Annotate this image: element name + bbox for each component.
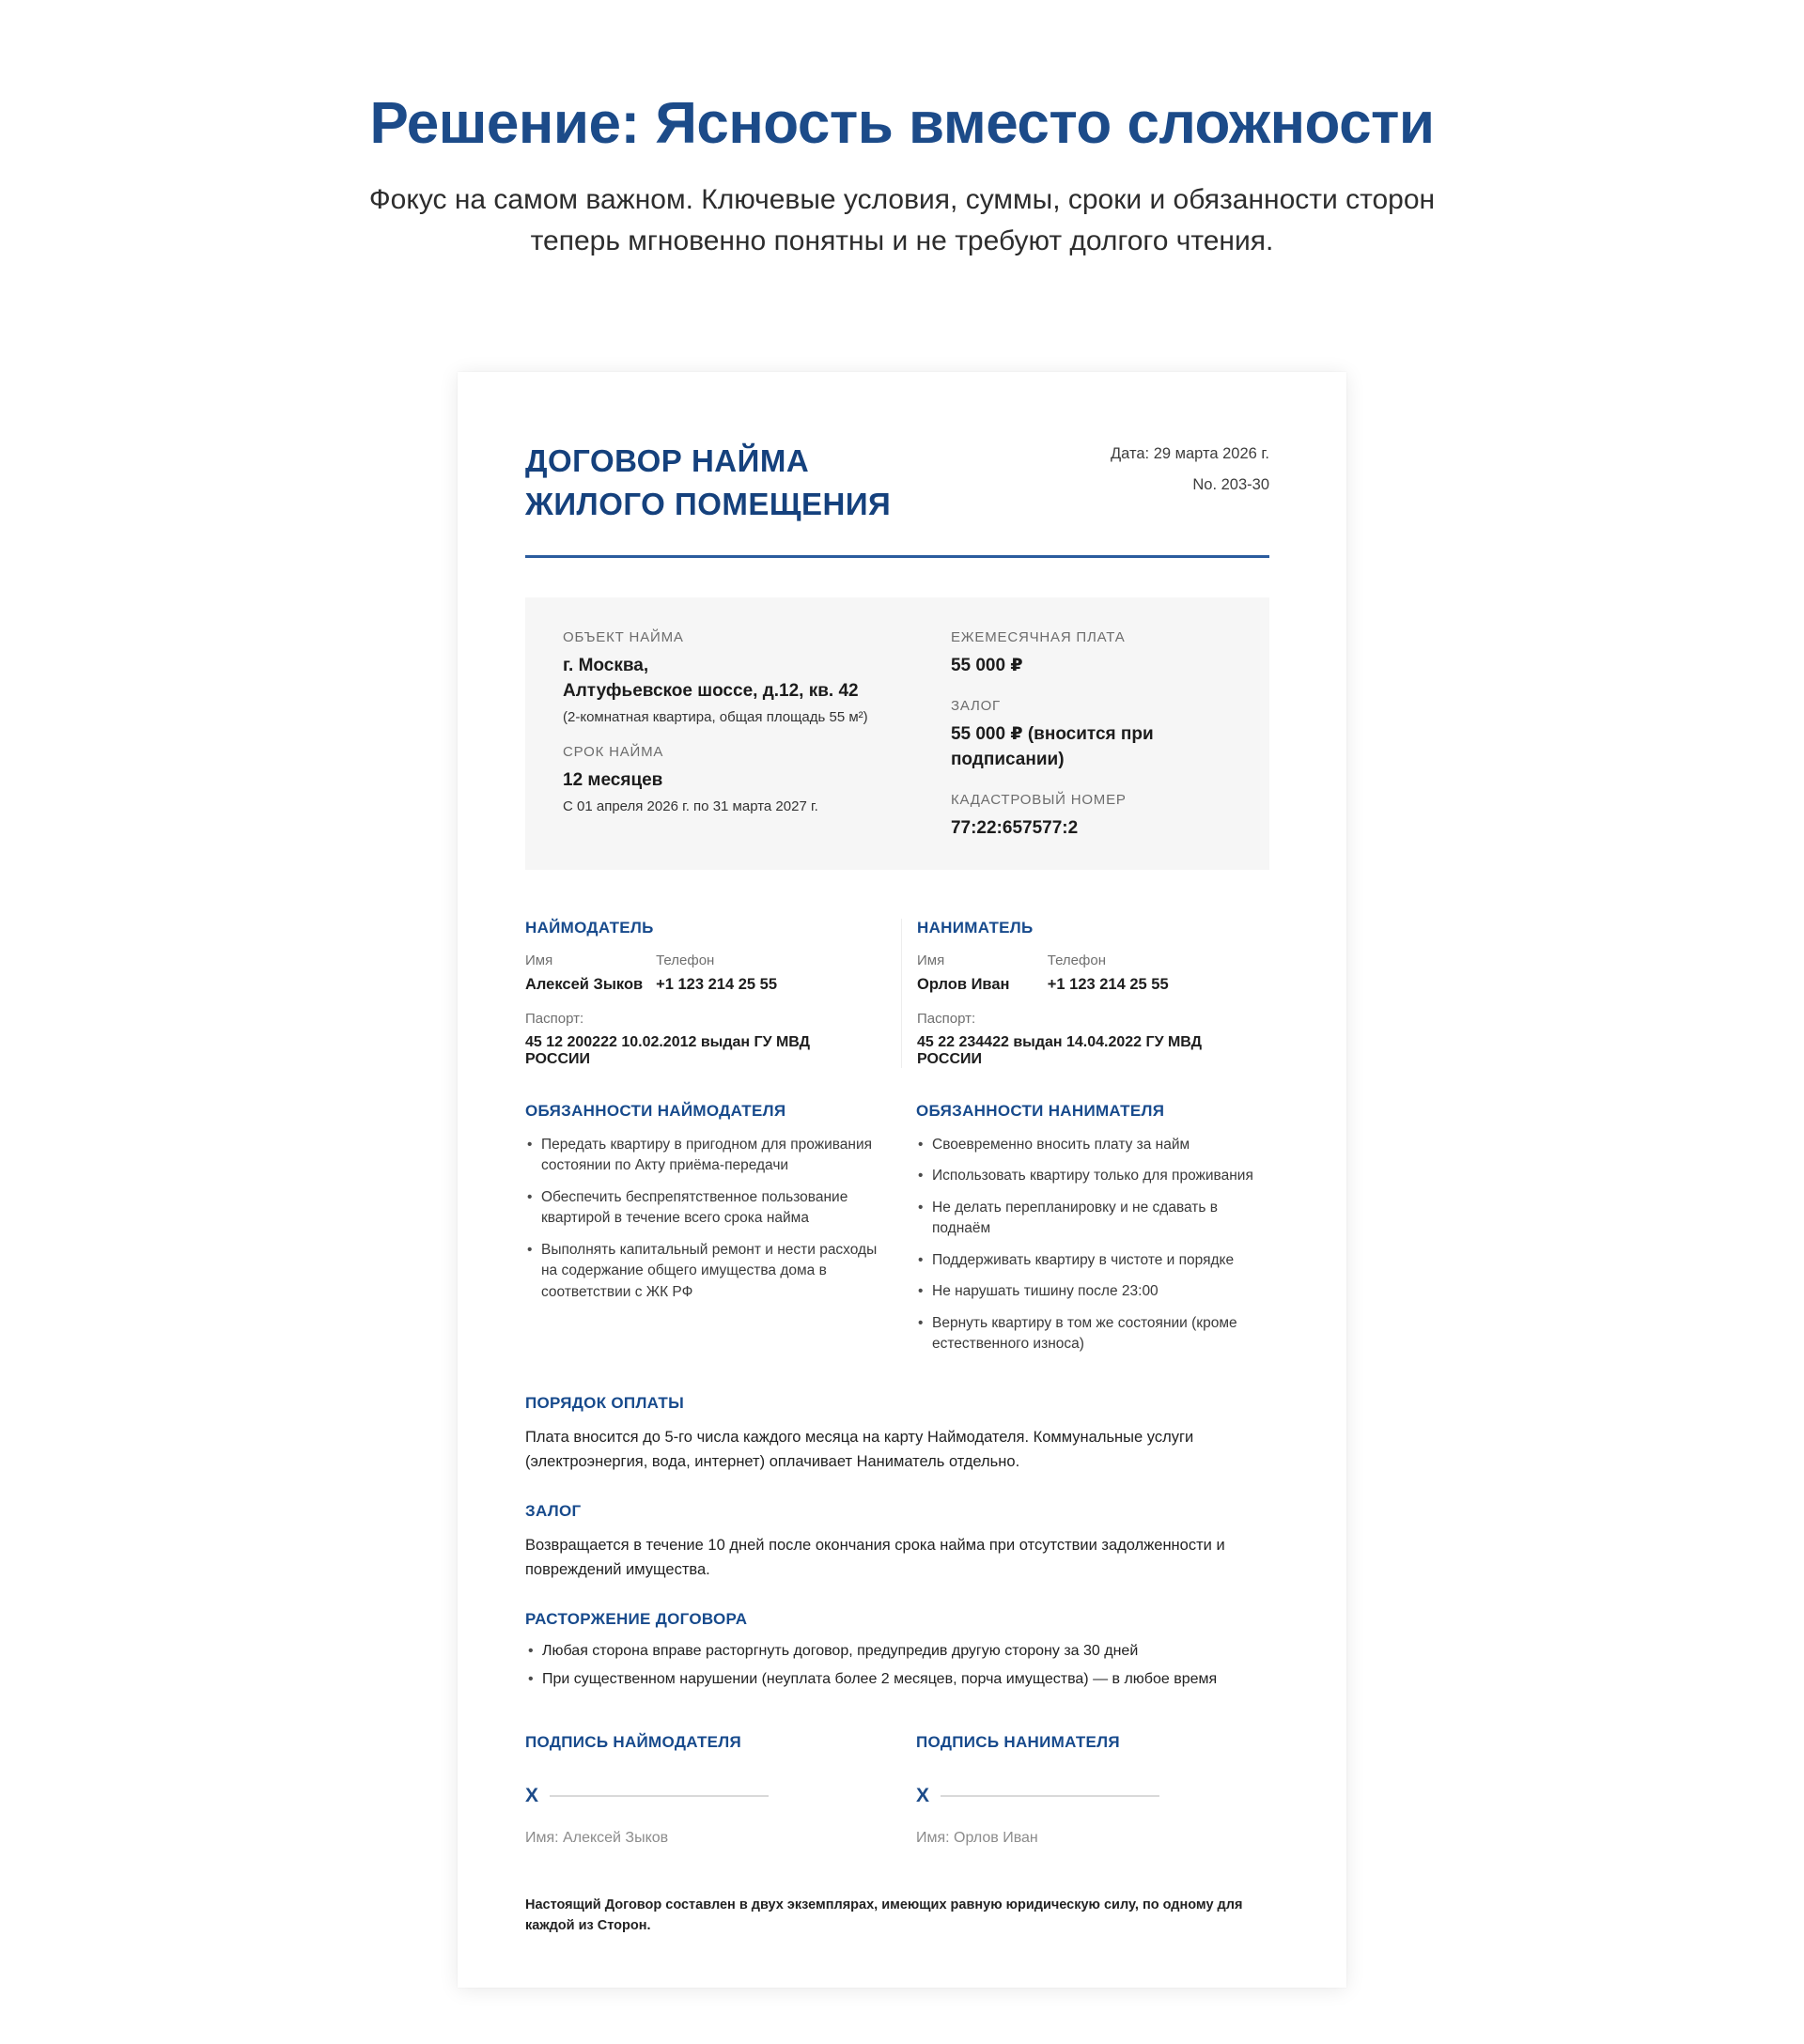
object-value-line2: Алтуфьевское шоссе, д.12, кв. 42 (563, 681, 859, 702)
term-note: С 01 апреля 2026 г. по 31 марта 2027 г. (563, 797, 818, 814)
tenant-phone-label: Телефон (1047, 952, 1106, 968)
landlord-signature-x-mark: X (525, 1785, 539, 1807)
rent-label: ЕЖЕМЕСЯЧНАЯ ПЛАТА (950, 629, 1126, 646)
landlord-details (525, 952, 879, 994)
bullet-item: • Обеспечить беспрепятственное пользование квартирой в течение всего срока найма (525, 1187, 879, 1230)
bullet-item: • Не делать перепланировку и не сдавать в поднаём (916, 1198, 1269, 1240)
deposit-value: 55 000 ₽ (вносится при подписании) (950, 724, 1154, 769)
deposit-terms-section (525, 1502, 1269, 1582)
document-number: No. 203-30 (1192, 476, 1269, 493)
tenant-duties-block (916, 1102, 1269, 1366)
tenant-signature-x-mark: X (916, 1785, 930, 1807)
bullet-item: • Своевременно вносить плату за найм (916, 1135, 1269, 1155)
document-date: Дата: 29 марта 2026 г. (1111, 445, 1269, 462)
landlord-passport-label: Паспорт: (525, 1010, 584, 1027)
rent-value: 55 000 ₽ (950, 656, 1023, 676)
tenant-signature-heading: ПОДПИСЬ НАНИМАТЕЛЯ (916, 1733, 1120, 1752)
landlord-signature-heading: ПОДПИСЬ НАЙМОДАТЕЛЯ (525, 1733, 742, 1752)
object-label: ОБЪЕКТ НАЙМА (563, 629, 684, 646)
tenant-signature-row (916, 1786, 1269, 1805)
payment-text: Плата вносится до 5-го числа каждого месяца на карту Наймодателя. Коммунальные услуги (электроэнергия, вода, интернет) оплачивает Наниматель отдельно. (525, 1428, 1194, 1470)
document-title-line1: ДОГОВОР НАЙМА (525, 443, 810, 478)
termination-section (525, 1610, 1269, 1690)
signatures-section (525, 1733, 1269, 1847)
document-meta (1111, 440, 1269, 507)
tenant-signature-block (916, 1733, 1269, 1847)
tenant-heading: НАНИМАТЕЛЬ (917, 918, 1034, 937)
document-header (525, 440, 1269, 525)
deposit-label: ЗАЛОГ (950, 698, 1001, 715)
summary-right-column (951, 629, 1232, 842)
tenant-details (917, 952, 1269, 994)
landlord-duties-block (525, 1102, 879, 1366)
parties-section (525, 919, 1269, 1068)
tenant-block (901, 919, 1269, 1068)
bullet-item: • При существенном нарушении (неуплата более 2 месяцев, порча имущества) — в любое время (525, 1668, 1269, 1690)
duties-section (525, 1102, 1269, 1366)
bullet-item: • Выполнять капитальный ремонт и нести расходы на содержание общего имущества дома в соответствии с ЖК РФ (525, 1240, 879, 1303)
tenant-passport-label: Паспорт: (917, 1010, 976, 1027)
landlord-passport: 45 12 200222 10.02.2012 выдан ГУ МВД РОССИИ (525, 1033, 811, 1067)
term-value: 12 месяцев (563, 770, 663, 790)
term-label: СРОК НАЙМА (563, 744, 664, 760)
tenant-duties-heading: ОБЯЗАННОСТИ НАНИМАТЕЛЯ (916, 1101, 1165, 1120)
object-note: (2-комнатная квартира, общая площадь 55 м²) (563, 709, 868, 725)
cadastre-value: 77:22:657577:2 (950, 817, 1079, 838)
landlord-signature-name: Имя: Алексей Зыков (525, 1830, 669, 1847)
landlord-signature-block (525, 1733, 879, 1847)
document-title-line2: ЖИЛОГО ПОМЕЩЕНИЯ (525, 486, 892, 521)
tenant-signature-name: Имя: Орлов Иван (916, 1830, 1038, 1847)
bullet-item: • Использовать квартиру только для проживания (916, 1166, 1269, 1186)
document-footer-note: Настоящий Договор составлен в двух экземплярах, имеющих равную юридическую силу, по одному для каждой из Сторон. (525, 1897, 1243, 1934)
landlord-heading: НАЙМОДАТЕЛЬ (525, 918, 654, 937)
tenant-duties-list (916, 1135, 1269, 1355)
landlord-duties-list (525, 1135, 879, 1303)
page-title: Решение: Ясность вместо сложности (369, 91, 1435, 156)
payment-heading: ПОРЯДОК ОПЛАТЫ (525, 1393, 685, 1412)
landlord-phone-label: Телефон (656, 952, 715, 968)
bullet-item: • Вернуть квартиру в том же состоянии (кроме естественного износа) (916, 1313, 1269, 1355)
landlord-phone: +1 123 214 25 55 (656, 975, 778, 993)
termination-heading: РАСТОРЖЕНИЕ ДОГОВОРА (525, 1609, 748, 1628)
document-title (525, 440, 891, 525)
termination-list (525, 1640, 1269, 1690)
summary-box (525, 597, 1269, 870)
landlord-name: Алексей Зыков (525, 975, 644, 993)
landlord-duties-heading: ОБЯЗАННОСТИ НАЙМОДАТЕЛЯ (525, 1101, 786, 1120)
landlord-signature-line (550, 1795, 769, 1797)
bullet-item: • Поддерживать квартиру в чистоте и порядке (916, 1250, 1269, 1271)
summary-left-column (563, 629, 951, 842)
contract-document-card (458, 372, 1346, 1988)
landlord-name-label: Имя (525, 952, 553, 968)
tenant-passport: 45 22 234422 выдан 14.04.2022 ГУ МВД РОССИИ (917, 1033, 1203, 1067)
header-divider (525, 555, 1269, 558)
tenant-phone: +1 123 214 25 55 (1047, 975, 1169, 993)
bullet-item: • Любая сторона вправе расторгнуть договор, предупредив другую сторону за 30 дней (525, 1640, 1269, 1662)
hero-section (0, 0, 1804, 261)
deposit-terms-text: Возвращается в течение 10 дней после окончания срока найма при отсутствии задолженности и повреждений имущества. (525, 1536, 1225, 1578)
deposit-terms-heading: ЗАЛОГ (525, 1501, 582, 1520)
object-value-line1: г. Москва, (563, 656, 649, 676)
bullet-item: • Передать квартиру в пригодном для проживания состоянии по Акту приёма-передачи (525, 1135, 879, 1177)
tenant-signature-line (941, 1795, 1159, 1797)
tenant-name: Орлов Иван (917, 975, 1010, 993)
cadastre-label: КАДАСТРОВЫЙ НОМЕР (950, 791, 1127, 808)
tenant-name-label: Имя (917, 952, 945, 968)
landlord-signature-row (525, 1786, 879, 1805)
bullet-item: • Не нарушать тишину после 23:00 (916, 1281, 1269, 1302)
page-subtitle: Фокус на самом важном. Ключевые условия, суммы, сроки и обязанности сторон теперь мгновенно понятны и не требуют долгого чтения. (368, 184, 1436, 256)
landlord-block (525, 919, 879, 1068)
payment-section (525, 1394, 1269, 1474)
